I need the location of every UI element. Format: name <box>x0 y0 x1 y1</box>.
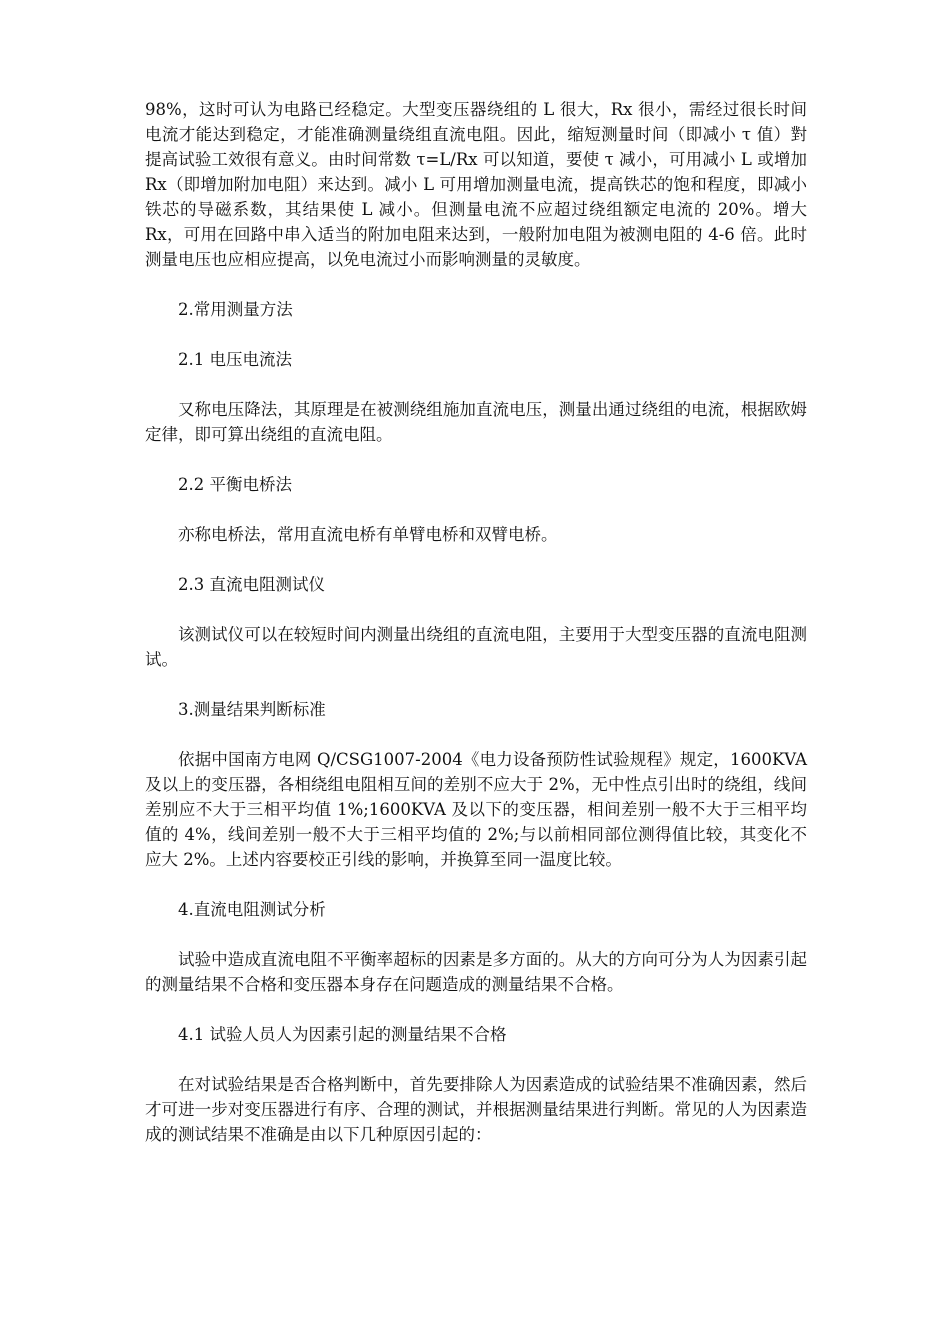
heading-bridge-method: 2.2 平衡电桥法 <box>178 475 292 494</box>
heading-judgment-criteria: 3.测量结果判断标准 <box>178 700 326 719</box>
heading-test-analysis: 4.直流电阻测试分析 <box>178 900 326 919</box>
paragraph-intro-continued: 98%，这时可认为电路已经稳定。大型变压器绕组的 L 很大，Rx 很小，需经过很长时间电流才能达到稳定，才能准确测量绕组直流电阻。因此，缩短测量时间（即减小 τ 值）對提高试验工效很有意义。由时间常数 τ=L/Rx 可以知道，要使 τ 减小，可用减小 L 或增加 Rx（即增加附加电阻）来达到。减小 L 可用增加测量电流，提高铁芯的饱和程度，即减小铁芯的导磁系数，其结果使 L 减小。但测量电流不应超过绕组额定电流的 20%。增大 Rx，可用在回路中串入适当的附加电阻来达到，一般附加电阻为被测电阻的 4-6 倍。此时测量电压也应相应提高，以免电流过小而影响测量的灵敏度。 <box>145 100 807 269</box>
heading-common-methods: 2.常用测量方法 <box>178 300 293 319</box>
heading-voltage-current-method: 2.1 电压电流法 <box>178 350 292 369</box>
document-page <box>145 97 807 1172</box>
heading-human-factors: 4.1 试验人员人为因素引起的测量结果不合格 <box>178 1025 507 1044</box>
paragraph-human-factors: 在对试验结果是否合格判断中，首先要排除人为因素造成的试验结果不准确因素，然后才可进一步对变压器进行有序、合理的测试，并根据测量结果进行判断。常见的人为因素造成的测试结果不准确是由以下几种原因引起的： <box>145 1075 807 1144</box>
heading-dc-resistance-tester: 2.3 直流电阻测试仪 <box>178 575 325 594</box>
paragraph-dc-resistance-tester: 该测试仪可以在较短时间内测量出绕组的直流电阻，主要用于大型变压器的直流电阻测试。 <box>145 625 807 669</box>
paragraph-voltage-current-method: 又称电压降法，其原理是在被测绕组施加直流电压，测量出通过绕组的电流，根据欧姆定律，即可算出绕组的直流电阻。 <box>145 400 807 444</box>
paragraph-judgment-criteria: 依据中国南方电网 Q/CSG1007-2004《电力设备预防性试验规程》规定，1600KVA 及以上的变压器，各相绕组电阻相互间的差别不应大于 2%，无中性点引出时的绕组，线间差别应不大于三相平均值 1%;1600KVA 及以下的变压器，相间差别一般不大于三相平均值的 4%，线间差别一般不大于三相平均值的 2%;与以前相同部位测得值比较，其变化不应大 2%。上述内容要校正引线的影响，并换算至同一温度比较。 <box>145 750 807 869</box>
paragraph-test-analysis: 试验中造成直流电阻不平衡率超标的因素是多方面的。从大的方向可分为人为因素引起的测量结果不合格和变压器本身存在问题造成的测量结果不合格。 <box>145 950 807 994</box>
paragraph-bridge-method: 亦称电桥法，常用直流电桥有单臂电桥和双臂电桥。 <box>178 525 558 544</box>
